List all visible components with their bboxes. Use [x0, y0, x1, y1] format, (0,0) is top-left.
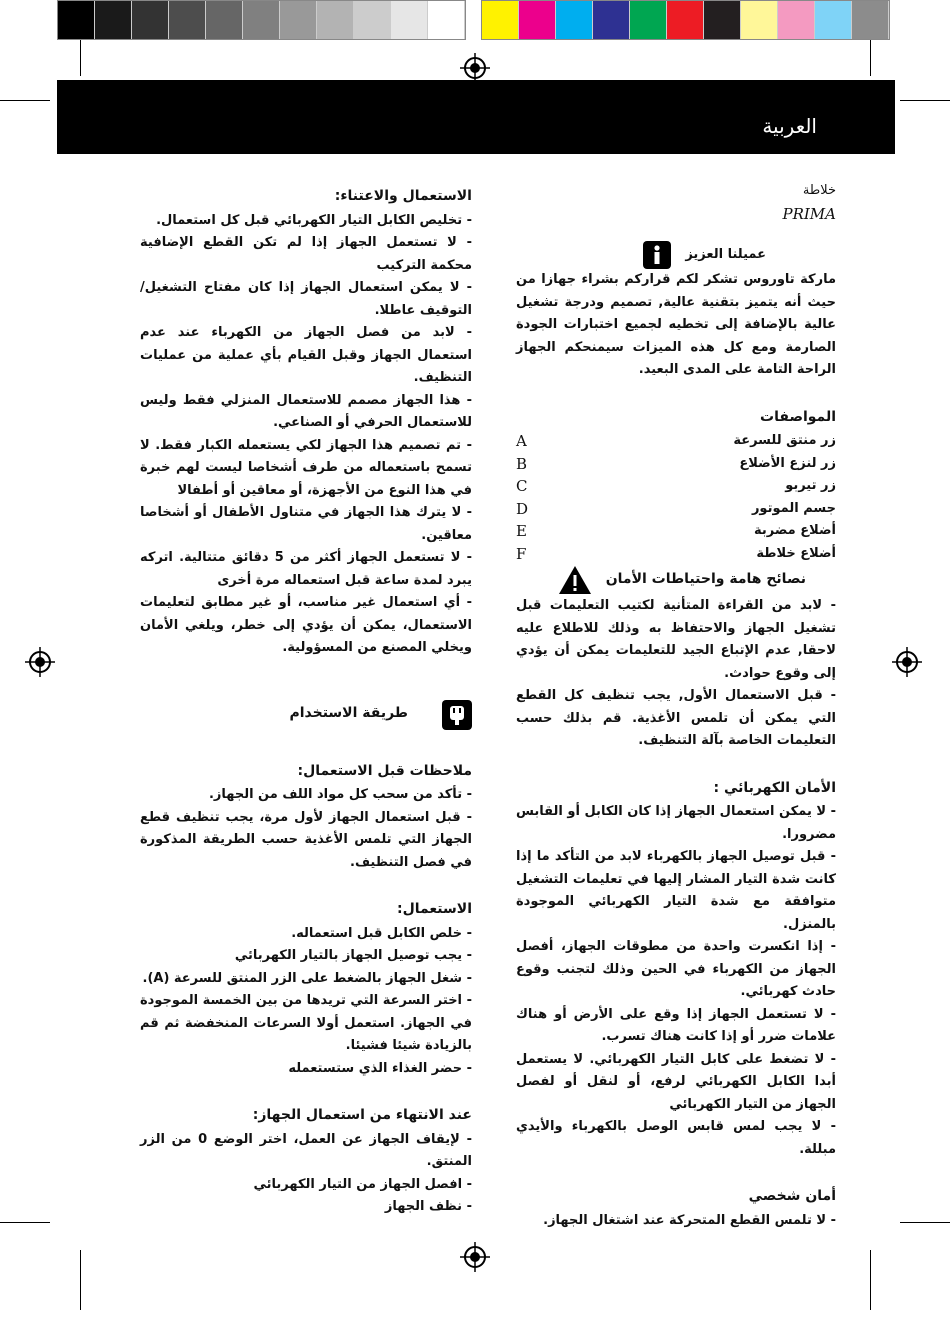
color-swatch — [815, 1, 852, 39]
registration-mark-icon — [460, 1242, 490, 1272]
crop-mark — [80, 1250, 81, 1310]
electrical-list — [516, 801, 836, 1161]
color-swatch — [593, 1, 630, 39]
list-item: - لا يمكن استعمال الجهاز إذا كان مفتاح التشغيل/ التوقيف عاطلا. — [140, 280, 472, 318]
product-type: خلاطة — [802, 183, 836, 198]
list-item: - تأكد من سحب كل مواد اللف من الجهاز. — [208, 787, 472, 802]
left-column — [140, 185, 472, 1219]
color-swatch — [95, 1, 132, 39]
color-swatch — [206, 1, 243, 39]
spec-label: زر تيربو — [785, 478, 836, 493]
registration-mark-icon — [892, 647, 922, 677]
operation-title: الاستعمال: — [397, 901, 472, 917]
spec-label: جسم الموتور — [751, 500, 836, 516]
greeting-row — [516, 241, 836, 269]
list-item: - لا تلمس القطع المتحركة عند اشتغال الجهاز. — [543, 1212, 836, 1228]
list-item: - أي استعمال غير مناسب، أو غير مطابق لتعليمات الاستعمال، يمكن أن يؤدي إلى خطر، ويلغي الأمان ويخلي المصنع من المسؤولية. — [140, 595, 472, 655]
color-swatch — [482, 1, 519, 39]
list-item: - اختر السرعة التي تريدها من بين الخمسة الموجودة في الجهاز. استعمل أولا السرعات المنخفضة ثم قم بالزيادة شيئا فشيئا. — [140, 993, 472, 1053]
spec-letter: D — [516, 499, 529, 518]
info-icon — [643, 241, 671, 269]
list-item: - تخليص الكابل التيار الكهربائي قبل كل استعمال. — [156, 212, 472, 228]
spec-label: زر منتق للسرعة — [733, 433, 836, 448]
specs-title: المواصفات — [760, 408, 836, 425]
use-care-title: الاستعمال والاعتناء: — [334, 188, 472, 204]
electrical-title: الأمان الكهربائي : — [713, 779, 836, 796]
language-title: العربية — [762, 114, 817, 138]
crop-mark — [80, 40, 81, 76]
color-swatch — [519, 1, 556, 39]
product-name: PRIMA — [782, 204, 836, 223]
color-swatch — [391, 1, 428, 39]
warning-icon — [558, 565, 592, 595]
list-item: - شغل الجهاز بالضغط على الزر المنتق للسرعة (A). — [142, 970, 472, 986]
spec-item — [516, 498, 836, 521]
crop-mark — [900, 100, 950, 101]
right-column — [516, 180, 836, 1232]
gray-color-bar — [57, 0, 466, 40]
color-swatch — [630, 1, 667, 39]
spec-letter: B — [516, 454, 528, 473]
safety-heading-row — [516, 565, 836, 595]
after-use-title: عند الانتهاء من استعمال الجهاز: — [252, 1107, 472, 1123]
spec-letter: F — [516, 544, 527, 563]
list-item: - لإيقاف الجهاز عن العمل، اختر الوضع 0 من الزر المنتق. — [140, 1131, 472, 1169]
list-item: - خلص الكابل قبل استعماله. — [291, 925, 472, 941]
plug-icon — [442, 700, 472, 730]
crop-mark — [0, 1222, 50, 1223]
color-swatch — [243, 1, 280, 39]
crop-mark — [870, 40, 871, 76]
usage-heading-row — [140, 700, 472, 730]
list-item: - حضر الغذاء الذي ستستعمله — [288, 1060, 472, 1076]
color-swatch — [667, 1, 704, 39]
safety-title: نصائح هامة واحتياطات الأمان — [605, 570, 806, 587]
intro-text: ماركة تاوروس تشكر لكم قراركم بشراء جهازا من حيث أنه يتميز بتقنية عالية, تصميم ودرجة تشغيل عالية بالإضافة إلى تخطيه لجميع اختبارات الجودة الصارمة ومع كل هذه الميزات سيمنحكم الجهاز الراحة التامة على المدى البعيد. — [516, 272, 836, 377]
before-use-list — [140, 784, 472, 874]
crop-mark — [870, 1250, 871, 1310]
list-item: - لا يترك هذا الجهاز في متناول الأطفال أو أشخاصا معاقين. — [140, 505, 472, 543]
spec-label: أضلاع مضربة — [753, 523, 836, 538]
list-item: - لا يمكن استعمال الجهاز إذا كان الكابل أو القابس مضرورا. — [516, 804, 836, 842]
list-item: - لا تستعمل الجهاز إذا لم تكن القطع الإضافية محكمة التركيب — [140, 235, 472, 273]
list-item: - إذا انكسرت واحدة من مطوقات الجهاز، أفصل الجهاز من الكهرباء في الحين وذلك لتجنب وقوع حادث كهربائي. — [516, 939, 836, 999]
spec-letter: E — [516, 522, 527, 540]
list-item: - تم تصميم هذا الجهاز لكي يستعمله الكبار فقط. لا تسمح باستعماله من طرف أشخاصا ليست لهم خبرة في هذا النوع من الأجهزة، أو معاقين أو أطفالا — [140, 437, 472, 498]
spec-item — [516, 475, 836, 498]
color-swatch — [132, 1, 169, 39]
spec-label: أضلاع خلاطة — [756, 545, 836, 561]
list-item: - قبل توصيل الجهاز بالكهرباء لابد من التأكد ما إذا كانت شدة التيار المشار إليها في تعليمات التشغيل متوافقة مع شدة التيار الكهربائي الموجودة بالمنزل. — [516, 849, 836, 932]
list-item: - يجب توصيل الجهاز بالتيار الكهربائي — [234, 948, 472, 963]
color-swatch — [778, 1, 815, 39]
color-swatch — [354, 1, 391, 39]
color-swatch — [58, 1, 95, 39]
color-swatch — [852, 1, 889, 39]
registration-mark-icon — [25, 647, 55, 677]
after-use-list — [140, 1129, 472, 1219]
list-item: - لا يجب لمس قابس الوصل بالكهرباء والأيدي مبللة. — [516, 1119, 836, 1157]
list-item: - لا تستعمل الجهاز أكثر من 5 دقائق متتالية. اتركه يبرد لمدة ساعة قبل استعماله مرة أخرى — [140, 550, 472, 588]
spec-item — [516, 520, 836, 543]
operation-list — [140, 923, 472, 1081]
color-swatch — [317, 1, 354, 39]
color-swatch — [741, 1, 778, 39]
list-item: - لا تضغط على كابل التيار الكهربائي. لا يستعمل أبدا الكابل الكهربائي لرفع، أو لنقل أو لفصل الجهاز من التيار الكهربائي — [516, 1051, 836, 1112]
list-item: - قبل استعمال الجهاز لأول مرة، يجب تنظيف قطع الجهاز التي تلمس الأغذية حسب الطريقة المذكورة في فصل التنظيف. — [140, 809, 472, 870]
list-item: - هذا الجهاز مصمم للاستعمال المنزلي فقط وليس للاستعمال الحرفي أو الصناعي. — [140, 392, 472, 430]
personal-title: أمان شخصي — [748, 1188, 836, 1204]
spec-item — [516, 430, 836, 453]
list-item: - نظف الجهاز — [384, 1199, 472, 1214]
registration-mark-icon — [460, 53, 490, 83]
crop-mark — [900, 1222, 950, 1223]
color-swatch — [704, 1, 741, 39]
list-item: - لابد من فصل الجهاز من الكهرباء عند عدم استعمال الجهاز وقبل القيام بأي عملية من عمليات التنظيف. — [140, 325, 472, 385]
spec-item — [516, 543, 836, 566]
process-color-bar — [481, 0, 890, 40]
list-item: - لا تستعمل الجهاز إذا وقع على الأرض أو هناك علامات ضرر أو إذا كانت هناك تسرب. — [516, 1006, 836, 1044]
spec-letter: C — [516, 477, 528, 495]
list-item: - افصل الجهاز من التيار الكهربائي — [253, 1176, 472, 1192]
header-bar — [57, 80, 895, 154]
before-use-title: ملاحظات قبل الاستعمال: — [297, 762, 472, 779]
safety-paragraph-1: - لابد من القراءة المتأنية لكتيب التعليمات قبل تشغيل الجهاز والاحتفاظ به وذلك للاطلاع عليه لاحقا, عدم الإتباع الجيد للتعليمات يمكن أن يؤدي إلى وقوع حوادث. — [516, 598, 836, 681]
personal-list — [516, 1210, 836, 1233]
color-swatch — [280, 1, 317, 39]
safety-paragraph-2: - قبل الاستعمال الأول, يجب تنظيف كل القطع التي يمكن أن تلمس الأغذية. قم بذلك حسب التعليمات الخاصة بآلة التنظيف. — [516, 688, 836, 748]
specs-list — [516, 430, 836, 565]
color-swatch — [556, 1, 593, 39]
spec-label: زر لنزع الأضلاع — [739, 455, 836, 471]
color-swatch — [169, 1, 206, 39]
spec-item — [516, 453, 836, 476]
use-care-list — [140, 210, 472, 660]
crop-mark — [0, 100, 50, 101]
color-swatch — [428, 1, 465, 39]
usage-title: طريقة الاستخدام — [289, 705, 408, 722]
spec-letter: A — [516, 432, 527, 450]
greeting: عميلنا العزيز — [685, 246, 766, 262]
